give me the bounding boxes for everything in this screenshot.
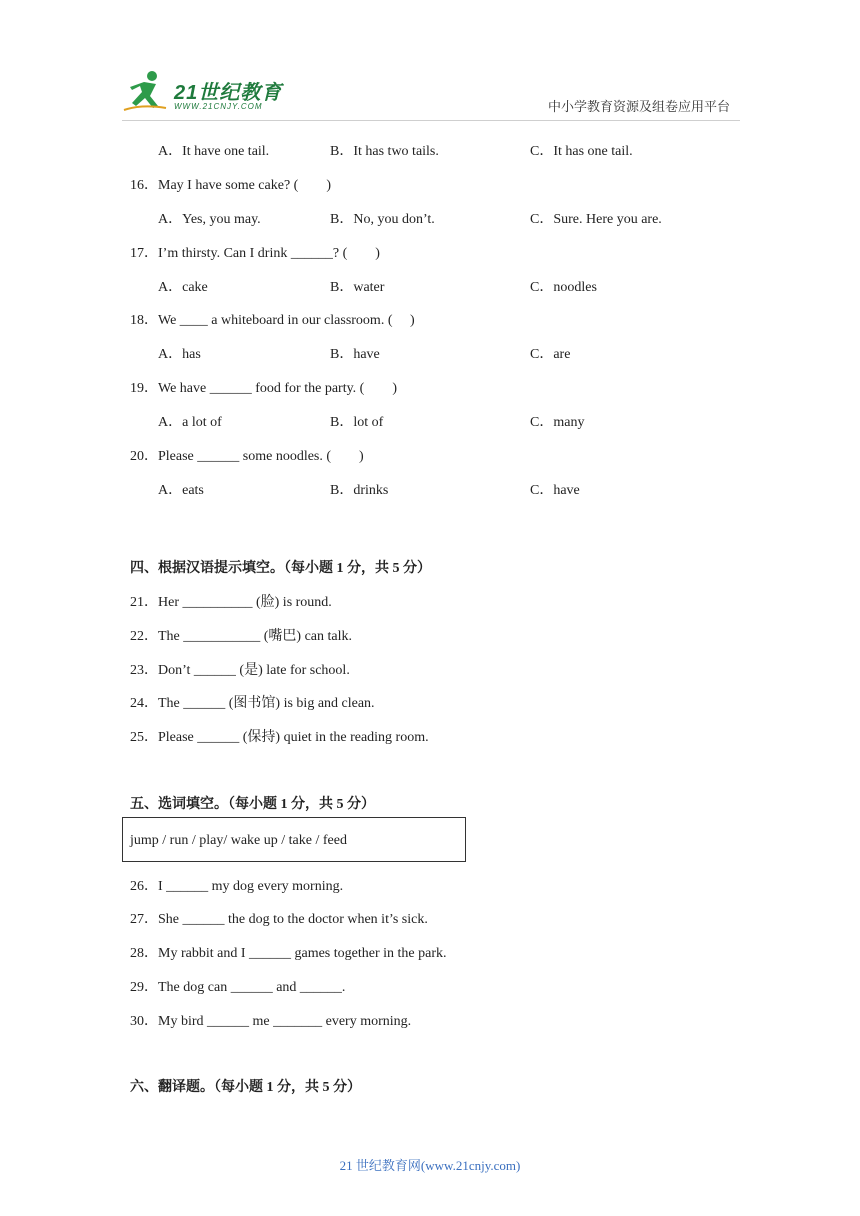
section-6-heading: 六、翻译题。（每小题 1 分，共 5 分） <box>130 1080 361 1095</box>
q16-option-c: C．Sure. Here you are. <box>530 212 662 227</box>
q20-option-a: A．eats <box>158 483 204 498</box>
q16-option-a: A．Yes, you may. <box>158 212 261 227</box>
q16-option-b: B．No, you don’t. <box>330 212 435 227</box>
q22: 22．The ___________ (嘴巴) can talk. <box>130 629 353 644</box>
q19-stem: 19．We have ______ food for the party. ( ) <box>130 381 398 396</box>
q24: 24．The ______ (图书馆) is big and clean. <box>130 696 375 711</box>
q19-option-b: B．lot of <box>330 415 384 430</box>
logo-url: WWW.21CNJY.COM <box>174 102 263 111</box>
q15-option-a: A．It have one tail. <box>158 144 270 159</box>
footer-source: 21 世纪教育网(www.21cnjy.com) <box>339 1158 521 1173</box>
q18-stem: 18．We ____ a whiteboard in our classroom. ( ) <box>130 313 415 328</box>
header-divider <box>122 120 740 121</box>
q26: 26．I ______ my dog every morning. <box>130 879 344 894</box>
q20-option-c: C．have <box>530 483 580 498</box>
q15-option-c: C．It has one tail. <box>530 144 633 159</box>
q23: 23．Don’t ______ (是) late for school. <box>130 663 350 678</box>
q17-option-a: A．cake <box>158 280 208 295</box>
word-box <box>122 817 466 862</box>
q19-option-c: C．many <box>530 415 585 430</box>
section-5-heading: 五、选词填空。（每小题 1 分，共 5 分） <box>130 797 375 812</box>
runner-logo-icon <box>122 70 170 114</box>
q18-option-a: A．has <box>158 347 201 362</box>
q20-option-b: B．drinks <box>330 483 389 498</box>
word-box-text: jump / run / play/ wake up / take / feed <box>130 833 347 848</box>
q17-option-b: B．water <box>330 280 385 295</box>
q27: 27．She ______ the dog to the doctor when it’s sick. <box>130 912 428 927</box>
q28: 28．My rabbit and I ______ games together in the park. <box>130 946 447 961</box>
logo-text: 21世纪教育 <box>174 82 283 104</box>
q18-option-b: B．have <box>330 347 380 362</box>
q29: 29．The dog can ______ and ______. <box>130 980 346 995</box>
q30: 30．My bird ______ me _______ every morning. <box>130 1014 412 1029</box>
q20-stem: 20．Please ______ some noodles. ( ) <box>130 449 364 464</box>
q16-stem: 16．May I have some cake? ( ) <box>130 178 331 193</box>
platform-title: 中小学教育资源及组卷应用平台 <box>548 99 731 114</box>
q25: 25．Please ______ (保持) quiet in the reading room. <box>130 730 429 745</box>
q18-option-c: C．are <box>530 347 571 362</box>
q17-option-c: C．noodles <box>530 280 597 295</box>
q15-option-b: B．It has two tails. <box>330 144 439 159</box>
section-4-heading: 四、根据汉语提示填空。（每小题 1 分，共 5 分） <box>130 561 431 576</box>
q17-stem: 17．I’m thirsty. Can I drink ______? ( ) <box>130 246 380 261</box>
q21: 21．Her __________ (脸) is round. <box>130 595 332 610</box>
q19-option-a: A．a lot of <box>158 415 222 430</box>
logo <box>122 68 292 116</box>
